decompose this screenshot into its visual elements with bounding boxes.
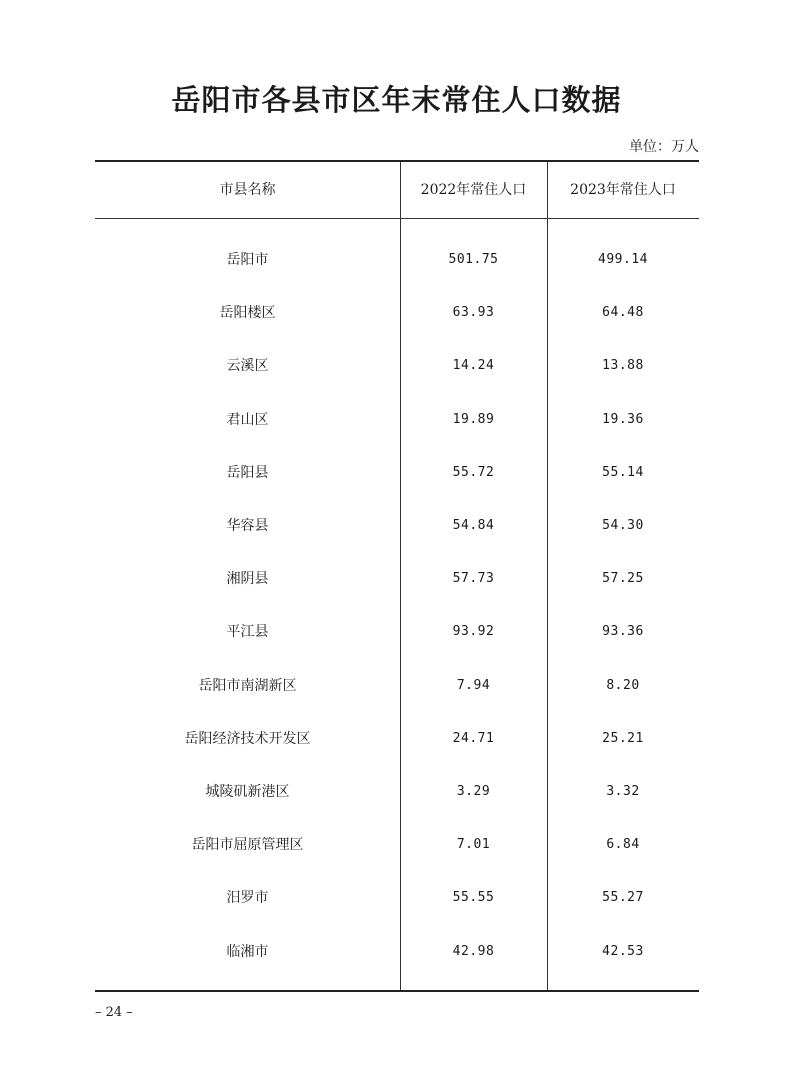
table-row xyxy=(95,612,699,665)
page-number: – 24 – xyxy=(95,1005,133,1020)
row-2023-value: 55.27 xyxy=(602,890,644,906)
row-name: 云溪区 xyxy=(226,358,269,375)
row-name: 平江县 xyxy=(226,624,269,641)
unit-label: 单位：万人 xyxy=(629,139,699,155)
row-2023-value: 54.30 xyxy=(602,518,644,533)
row-2023-value: 57.25 xyxy=(602,571,644,587)
row-2022-value: 42.98 xyxy=(452,943,495,959)
table-row xyxy=(95,240,699,293)
row-2022-value: 63.93 xyxy=(452,305,495,321)
row-name: 城陵矶新港区 xyxy=(205,784,290,800)
row-2023-value: 55.14 xyxy=(602,464,644,480)
row-2023-value: 64.48 xyxy=(602,305,644,321)
row-name: 岳阳市屈原管理区 xyxy=(191,837,304,854)
header-name: 市县名称 xyxy=(219,182,276,198)
row-name: 湘阴县 xyxy=(226,571,269,588)
row-name: 岳阳市 xyxy=(226,252,269,268)
row-name: 岳阳县 xyxy=(226,464,269,481)
row-2022-value: 55.72 xyxy=(452,464,495,480)
row-name: 汨罗市 xyxy=(226,890,269,907)
row-2022-value: 19.89 xyxy=(452,411,495,427)
row-2022-value: 7.01 xyxy=(456,837,491,853)
row-2022-value: 24.71 xyxy=(452,730,495,746)
row-2023-value: 499.14 xyxy=(598,252,648,267)
table-row xyxy=(95,346,699,399)
row-2022-value: 7.94 xyxy=(456,677,491,693)
table-row xyxy=(95,772,699,825)
row-2022-value: 3.29 xyxy=(456,784,491,799)
row-name: 岳阳经济技术开发区 xyxy=(184,730,311,747)
row-name: 临湘市 xyxy=(226,943,269,960)
row-name: 君山区 xyxy=(226,411,269,428)
row-2023-value: 25.21 xyxy=(602,730,644,746)
row-name: 华容县 xyxy=(226,518,269,534)
row-2022-value: 501.75 xyxy=(448,252,499,267)
table-row xyxy=(95,719,699,772)
table-row xyxy=(95,400,699,453)
row-name: 岳阳楼区 xyxy=(219,305,276,322)
row-2022-value: 55.55 xyxy=(452,890,495,906)
page-title: 岳阳市各县市区年末常住人口数据 xyxy=(171,83,622,117)
row-2023-value: 19.36 xyxy=(602,411,644,427)
row-2023-value: 3.32 xyxy=(606,784,640,799)
row-2022-value: 57.73 xyxy=(452,571,495,587)
row-2022-value: 14.24 xyxy=(452,358,495,374)
header-2022: 2022年常住人口 xyxy=(420,182,527,198)
table-row xyxy=(95,932,699,985)
table-row xyxy=(95,293,699,346)
table-row xyxy=(95,559,699,612)
table-row xyxy=(95,825,699,878)
row-2022-value: 93.92 xyxy=(452,624,495,640)
row-2023-value: 8.20 xyxy=(606,677,640,693)
row-2022-value: 54.84 xyxy=(452,518,495,533)
row-2023-value: 42.53 xyxy=(602,943,644,959)
population-table xyxy=(95,160,699,992)
table-row xyxy=(95,453,699,506)
row-2023-value: 6.84 xyxy=(606,837,640,853)
row-name: 岳阳市南湖新区 xyxy=(198,677,297,694)
row-2023-value: 93.36 xyxy=(602,624,644,640)
table-row xyxy=(95,506,699,559)
table-row xyxy=(95,878,699,931)
row-2023-value: 13.88 xyxy=(602,358,644,374)
header-2023: 2023年常住人口 xyxy=(570,182,676,198)
table-header-row xyxy=(95,162,699,219)
table-row xyxy=(95,666,699,719)
